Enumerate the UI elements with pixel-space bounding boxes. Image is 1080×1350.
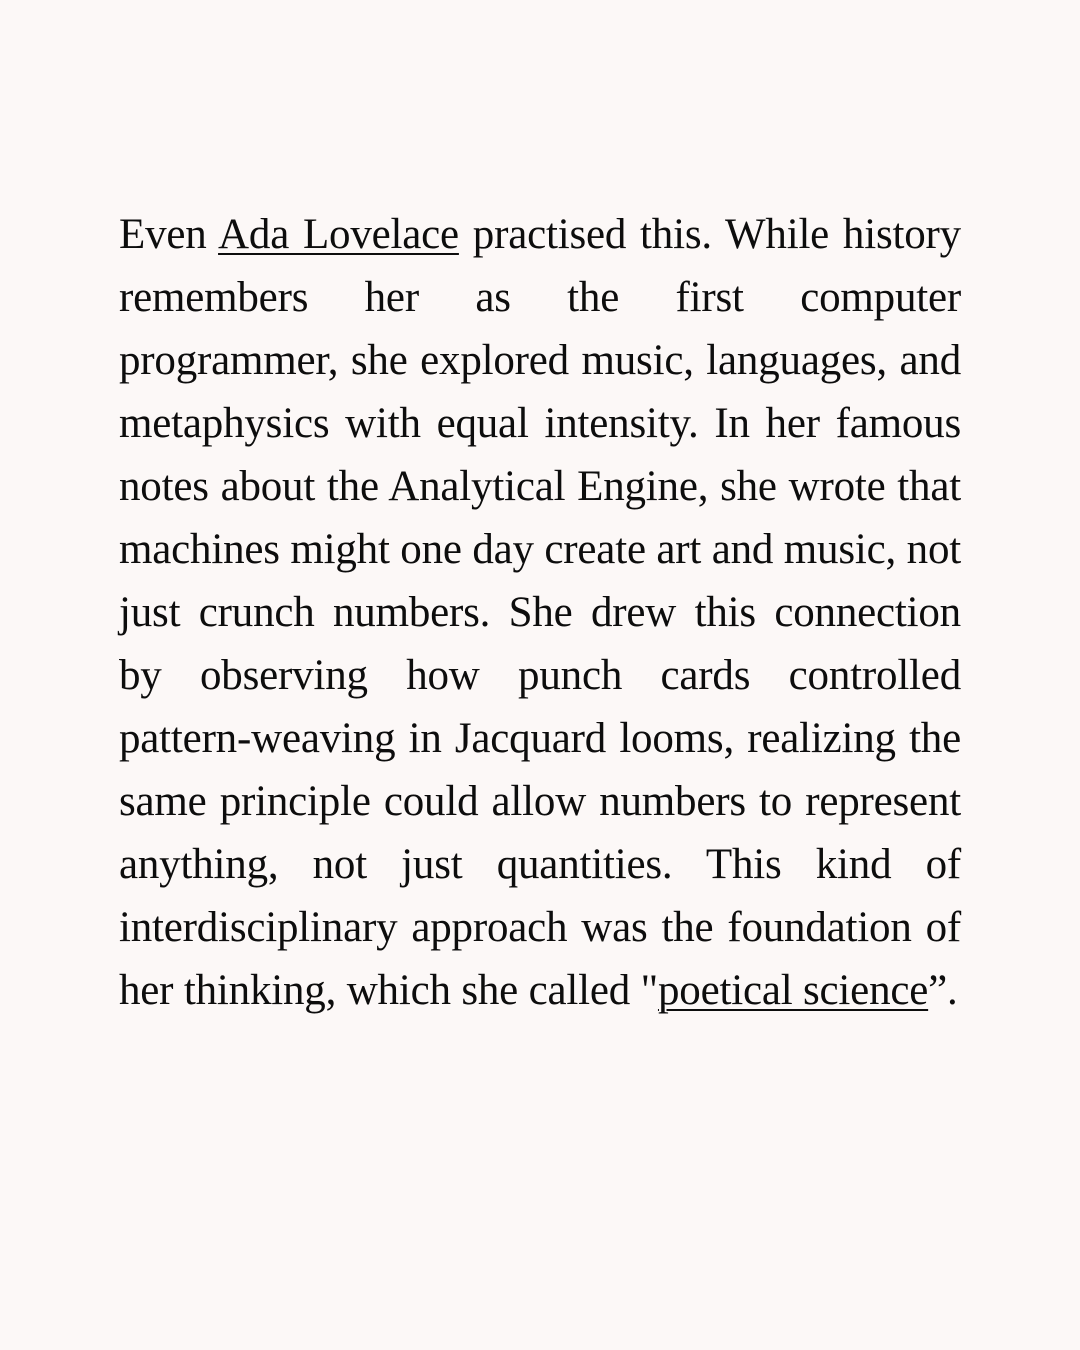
body-paragraph xyxy=(119,203,961,1022)
poetical-science-link[interactable]: poetical science xyxy=(657,967,929,1014)
open-quote: " xyxy=(640,967,658,1014)
ada-lovelace-link[interactable]: Ada Lovelace xyxy=(218,211,459,258)
paragraph-intro: Even xyxy=(119,211,219,258)
paragraph-main: practised this. While history remembers her as the first computer programmer, she explored music, languages, and metaphysics with equal intensity. In her famous notes about the Analytical Engine, she wrote that machines might one day create art and music, not just crunch numbers. She drew this connection by observing how punch cards controlled pattern-weaving in Jacquard looms, realizing the same principle could allow numbers to represent anything, not just quantities. This kind of interdisciplinary approach was the foundation of her thinking, which she called xyxy=(119,211,961,1014)
paragraph-close: ”. xyxy=(928,967,958,1014)
